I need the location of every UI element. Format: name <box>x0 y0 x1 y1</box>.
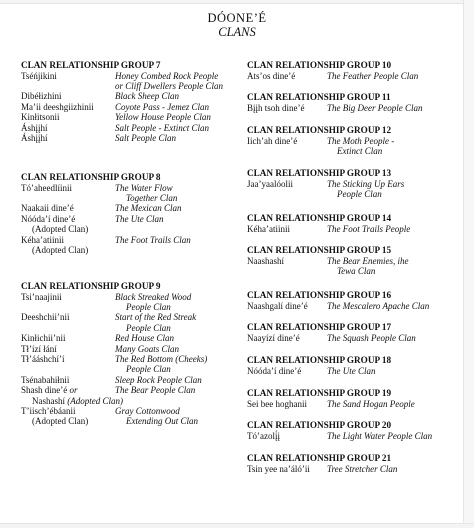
clan-english: The Feather People Clan <box>327 70 419 81</box>
clan-row <box>247 366 467 376</box>
clan-name-text: Shash dine’é <box>21 385 68 396</box>
group-10 <box>247 60 467 81</box>
clan-name: Jaa’yaalóolii <box>247 178 293 189</box>
adopted-note: (Adopted Clan) <box>32 224 89 235</box>
group-heading: CLAN RELATIONSHIP GROUP 7 <box>21 60 161 70</box>
clan-english: The Foot Trails Clan <box>115 234 191 245</box>
group-15 <box>247 245 467 276</box>
clan-name: Dibéłizhini <box>21 91 62 102</box>
clan-english: Sleep Rock People Clan <box>115 374 202 385</box>
clan-row <box>21 385 241 395</box>
clan-row <box>21 406 241 416</box>
clan-row <box>21 102 241 112</box>
group-9 <box>21 281 241 427</box>
clan-name: Kinłichii’nii <box>21 333 66 344</box>
clan-name: Sei bee hoghanii <box>247 398 307 409</box>
clan-row <box>247 256 467 266</box>
group-21 <box>247 453 467 474</box>
group-heading: CLAN RELATIONSHIP GROUP 20 <box>247 420 392 430</box>
clan-name: Deeshchii’nii <box>21 312 70 323</box>
clan-row <box>247 431 467 441</box>
group-heading: CLAN RELATIONSHIP GROUP 13 <box>247 168 392 178</box>
group-heading: CLAN RELATIONSHIP GROUP 21 <box>247 453 392 463</box>
clan-row <box>247 464 467 474</box>
clan-row <box>21 344 241 354</box>
clan-row <box>21 214 241 224</box>
group-7 <box>21 60 241 143</box>
clan-english: Gray Cottonwood <box>115 405 180 416</box>
clan-english: Red House Clan <box>115 333 174 344</box>
group-heading: CLAN RELATIONSHIP GROUP 10 <box>247 60 392 70</box>
clan-english-cont: Extinct Clan <box>337 145 383 156</box>
clan-row <box>21 292 241 302</box>
clan-english: The Bear People Clan <box>115 385 196 396</box>
clan-english: The Foot Trails People <box>327 223 411 234</box>
alt-name-note <box>21 396 241 406</box>
group-14 <box>247 213 467 234</box>
alt-name: Nashashí <box>32 395 65 406</box>
clan-english: The Ute Clan <box>327 365 376 376</box>
clan-english: Salt People Clan <box>115 132 176 143</box>
group-heading: CLAN RELATIONSHIP GROUP 14 <box>247 213 392 223</box>
clan-name: Naakaii dine’é <box>21 203 74 214</box>
clan-english: The Sticking Up Ears <box>327 178 405 189</box>
clan-name: Kéha’atiinii <box>21 234 64 245</box>
clan-english: Honey Combed Rock People <box>115 70 219 81</box>
adopted-note: (Adopted Clan) <box>32 244 89 255</box>
group-18 <box>247 355 467 376</box>
adopted-note: (Adopted Clan) <box>32 416 89 427</box>
group-19 <box>247 388 467 409</box>
clan-english: The Sand Hogan People <box>327 398 415 409</box>
clan-english: Salt People - Extinct Clan <box>115 122 209 133</box>
group-heading: CLAN RELATIONSHIP GROUP 15 <box>247 245 392 255</box>
group-16 <box>247 290 467 311</box>
clan-name: Áshįįhí <box>21 122 48 133</box>
clan-row <box>21 133 241 143</box>
clan-english-cont: Tewa Clan <box>337 265 376 276</box>
clan-name: Kéha’atiinii <box>247 223 290 234</box>
clan-name <box>21 385 115 395</box>
clan-row <box>21 183 241 193</box>
clan-row <box>247 136 467 146</box>
group-20 <box>247 420 467 441</box>
clan-english: The Moth People - <box>327 135 395 146</box>
group-17 <box>247 322 467 343</box>
clan-english-cont: People Clan <box>126 322 171 333</box>
clan-row <box>21 71 241 81</box>
clan-english: The Red Bottom (Cheeks) <box>115 353 208 364</box>
clan-row <box>247 71 467 81</box>
clan-row <box>21 203 241 213</box>
top-edge <box>0 0 474 4</box>
clan-row <box>21 333 241 343</box>
clan-row <box>21 354 241 364</box>
adopted-note: (Adopted Clan) <box>67 395 123 406</box>
clan-name: Tł’ízí łání <box>21 343 57 354</box>
group-heading: CLAN RELATIONSHIP GROUP 16 <box>247 290 392 300</box>
clan-row <box>247 179 467 189</box>
page-subtitle: CLANS <box>218 25 256 39</box>
clan-english-cont: or Cliff Dwellers People Clan <box>115 80 223 91</box>
clan-english: The Light Water People Clan <box>327 430 433 441</box>
clan-row <box>247 103 467 113</box>
clan-row <box>247 301 467 311</box>
clan-name: Áshįįhí <box>21 132 48 143</box>
bottom-edge <box>0 523 474 528</box>
clan-english: Start of the Red Streak <box>115 312 197 323</box>
clan-english: The Water Flow <box>115 182 173 193</box>
clan-english-cont: People Clan <box>337 188 382 199</box>
clan-row <box>247 399 467 409</box>
clan-english: Coyote Pass - Jemez Clan <box>115 101 209 112</box>
clan-name: Bįįh tsoh dine’é <box>247 102 305 113</box>
clan-english: Yellow House People Clan <box>115 112 211 123</box>
clan-name: Tséńjikini <box>21 70 57 81</box>
group-13 <box>247 168 467 199</box>
group-heading: CLAN RELATIONSHIP GROUP 9 <box>21 281 161 291</box>
group-12 <box>247 125 467 156</box>
group-heading: CLAN RELATIONSHIP GROUP 11 <box>247 92 391 102</box>
clan-english: Many Goats Clan <box>115 343 179 354</box>
group-heading: CLAN RELATIONSHIP GROUP 12 <box>247 125 392 135</box>
page-title: DÓONE’É <box>207 11 267 25</box>
clan-english-cont: People Clan <box>126 364 171 375</box>
clan-row <box>247 333 467 343</box>
clan-name: Kinłitsonii <box>21 112 60 123</box>
clan-name: Naashashí <box>247 255 284 266</box>
or-word: or <box>69 385 78 396</box>
clan-english: Black Streaked Wood <box>115 291 192 302</box>
clan-english: Tree Stretcher Clan <box>327 463 398 474</box>
clan-english: The Ute Clan <box>115 213 164 224</box>
group-heading: CLAN RELATIONSHIP GROUP 19 <box>247 388 392 398</box>
clan-row <box>21 235 241 245</box>
clan-name: Tsénabahiłnii <box>21 374 70 385</box>
clan-row <box>21 123 241 133</box>
clan-row-cont <box>21 416 241 426</box>
clan-english: The Mexican Clan <box>115 203 182 214</box>
clan-name: Tó’azolį́į <box>247 430 280 441</box>
clan-name: Ats’os dine’é <box>247 70 296 81</box>
clan-row <box>21 112 241 122</box>
clan-row <box>21 91 241 101</box>
group-8 <box>21 172 241 255</box>
clan-name: Tó’aheedlíinii <box>21 182 72 193</box>
clan-name: Ma’ii deeshgiizhinii <box>21 101 94 112</box>
clan-english: The Bear Enemies, ihe <box>327 255 409 266</box>
clan-english: The Big Deer People Clan <box>327 102 423 113</box>
clan-name: Nóóda’í dine’é <box>21 213 76 224</box>
group-heading: CLAN RELATIONSHIP GROUP 17 <box>247 322 392 332</box>
clan-name: Naayízí dine’é <box>247 332 300 343</box>
clan-english-cont: People Clan <box>126 301 171 312</box>
clan-name: Iich’ah dine’é <box>247 135 298 146</box>
clan-row <box>247 224 467 234</box>
clan-name: Tsin yee na’áló’ii <box>247 463 310 474</box>
clan-english: The Squash People Clan <box>327 332 416 343</box>
clan-row <box>21 312 241 322</box>
clan-english: Black Sheep Clan <box>115 91 179 102</box>
clan-english-cont: Together Clan <box>126 192 178 203</box>
clan-name: Nóóda’í dine’é <box>247 365 302 376</box>
group-heading: CLAN RELATIONSHIP GROUP 18 <box>247 355 392 365</box>
group-heading: CLAN RELATIONSHIP GROUP 8 <box>21 172 161 182</box>
clan-row <box>21 375 241 385</box>
clan-name: Tł’ááshchí’í <box>21 353 65 364</box>
clan-name: T’iisch’ébáanii <box>21 405 76 416</box>
clan-english-cont: Extending Out Clan <box>126 416 198 427</box>
group-11 <box>247 92 467 113</box>
clan-name: Tsi’naajinii <box>21 291 62 302</box>
clan-name: Naashgalí dine’é <box>247 300 308 311</box>
clan-english: The Mescalero Apache Clan <box>327 300 430 311</box>
